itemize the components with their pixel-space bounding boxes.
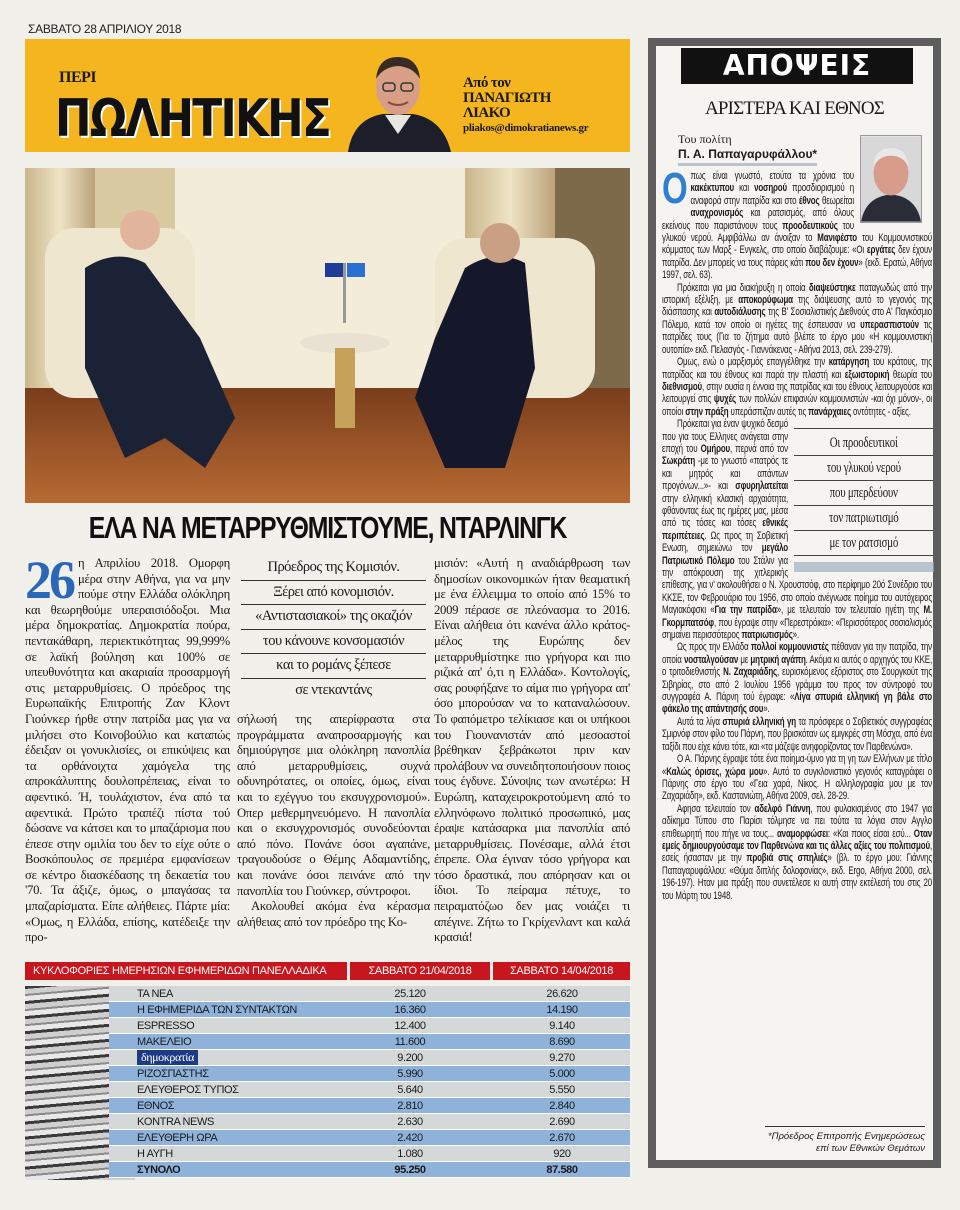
- table-title: ΚΥΚΛΟΦΟΡΙΕΣ ΗΜΕΡΗΣΙΩΝ ΕΦΗΜΕΡΙΔΩΝ ΠΑΝΕΛΛΑΔΙΚΑ: [25, 962, 347, 980]
- newspaper-name: Η ΕΦΗΜΕΡΙΔΑ ΤΩΝ ΣΥΝΤΑΚΤΩΝ: [137, 1004, 297, 1016]
- article-pull-quote: [237, 556, 430, 702]
- body-text: ». Αυτό το συγκλονιστικό γεγονός καταγράφει ο Πάρνης στο έργο του «Γεια χαρά, Νίκος. Η αλληλογραφία μου με τον Ζαχαριάδη», εκδ. Καστανιώτη, Αθήνα 2009, σελ. 28-29.: [662, 765, 932, 803]
- emphasis-text: πανάρχαιες: [808, 405, 851, 418]
- body-text: , ευρισκόμενος εξόριστος στο Σουργκούτ της Σιβηρίας, στο από 2 Ιουλίου 1956 γράμμα του προς τον σύντροφό του συγγραφέα Α. Πάρνη τού έγραφε: «: [662, 666, 932, 704]
- body-text: ».: [792, 629, 800, 642]
- circulation-value-1: 5.640: [397, 1084, 423, 1096]
- pull-quote-line: του γλυκού νερού: [794, 456, 934, 481]
- author-portrait: [343, 49, 453, 152]
- table-header-date-1: ΣΑΒΒΑΤΟ 21/04/2018: [350, 962, 490, 980]
- opinion-paragraph: [662, 716, 932, 753]
- author-footnote: [765, 1126, 925, 1155]
- table-row: [109, 1114, 630, 1130]
- table-row: [109, 1034, 630, 1050]
- footnote-line: επί των Εθνικών Θεμάτων: [815, 1143, 925, 1154]
- newspaper-name: Η ΑΥΓΗ: [137, 1148, 173, 1160]
- body-text: » (εκδ. Ερατώ, Αθήνα 1997, σελ. 63).: [662, 256, 932, 282]
- body-text: οντότητες - αξίες.: [850, 405, 911, 418]
- circulation-value-2: 5.000: [549, 1068, 575, 1080]
- newspaper-name: KONTRA NEWS: [137, 1116, 214, 1128]
- author-email[interactable]: pliakos@dimokratianews.gr: [463, 122, 589, 134]
- emphasis-text: Σωκράτη: [662, 455, 696, 468]
- pull-quote-line: Πρόεδρος της Κομισιόν.: [241, 556, 426, 581]
- emphasis-text: μεγάλο Πατριωτικό Πόλεμο: [662, 542, 788, 567]
- circulation-value-1: 25.120: [394, 988, 426, 1000]
- body-text: Πρόκειται για έναν ψυχικό δεσμό που για τους Ελληνες ανάγεται στην εποχή του: [662, 418, 788, 455]
- opinion-paragraph: [662, 641, 932, 715]
- section-header: ΑΠΟΨΕΙΣ: [681, 48, 913, 84]
- body-text: θεωρία του: [889, 368, 932, 381]
- pull-quote-line: τον πατριωτισμό: [794, 506, 934, 531]
- emphasis-text: πολλοί κομμουνιστές: [750, 641, 829, 654]
- emphasis-text: διεθνισμού: [662, 380, 702, 393]
- emphasis-text: έθνος: [798, 194, 820, 207]
- newspaper-name: ESPRESSO: [137, 1020, 195, 1032]
- body-text: -με το γνωστό «πατρός τε και μητρός και απάντων προγόνων...»- και: [662, 455, 788, 493]
- newspaper-name: ΕΛΕΥΘΕΡΗ ΩΡΑ: [137, 1132, 218, 1144]
- emphasis-text: εθνικές περιπέτειες: [662, 517, 788, 542]
- emphasis-text: Λίγα σπυριά ελληνική γη βάλε στο φάκελο της απάντησής σου: [662, 691, 933, 716]
- emphasis-text: αναμορφώσει: [776, 827, 828, 840]
- opinion-column: [648, 38, 941, 1168]
- body-text: και: [734, 182, 755, 195]
- opinion-paragraph: [662, 418, 932, 641]
- circulation-value-2: 14.190: [546, 1004, 578, 1016]
- emphasis-text: αδελφό Γιάννη: [754, 802, 811, 815]
- body-text: με: [738, 653, 751, 666]
- body-text: στην ελληνική κλασική αρχαιότητα, φθάνοντας έως τις ημέρες μας, μέσα από τις τόσες και τόσες: [662, 492, 788, 530]
- emphasis-text: προβιά στις σπηλιές: [746, 852, 828, 865]
- article-photo: [25, 168, 630, 503]
- column-banner: [25, 39, 630, 152]
- table-row: [109, 1018, 630, 1034]
- body-text: θεωρείται: [819, 194, 854, 207]
- circulation-table: [25, 962, 630, 1180]
- emphasis-text: αποκορύφωμα: [738, 294, 793, 307]
- body-text: πως είναι γνωστό, ετούτα τα χρόνια του: [690, 170, 854, 182]
- circulation-value-2: 2.840: [549, 1100, 575, 1112]
- body-text: , περνά από τον: [730, 442, 788, 455]
- circulation-value-2: 9.270: [549, 1052, 575, 1064]
- emphasis-text: νοσηρού: [754, 182, 787, 195]
- article-text: η Απριλίου 2018. Ομορφη μέρα στην Αθήνα, για να μην πούμε στην Ελλάδα ολόκληρη και θεωρηθούμε υπεραισιόδοξοι. Μια μέρα δημοκρατίας. Δημοκρατία πούρα, πεντακάθαρη, περιεκτικότητας 99,999% σε λαϊκή βούληση και 100% σε υπευθυνότητα και ακαριαία προσαρμογή στις μεταρρυθμίσεις. Ο πρόεδρος της Ευρωπαϊκής Επιτροπής Ζαν Κλοντ Γιούνκερ ήρθε στην πατρίδα μας για να μιλήσει στο Κοινοβούλιο και καταπώς έδειξαν οι γονυκλισίες, οι επικύψεις και τα ορθάνοιχτα χαμόγελα της απροκάλυπτης δουλοπρέπειας, είναι το αφεντικό. Ή, τουλάχιστον, ένα από τα αφεντικά. Πρώτο τραπέζι πίστα τού δώσανε να κάτσει και το μπαζάρισμα που έπεσε στην ομιλία του δεν το είχε ούτε ο Βοσκόπουλος σε πρεμιέρα εμφανίσεων σε κέντρο διασκέδασης τη δεκαετία του '70. Τα άξιζε, όμως, ο μπαγάσας τα μπαζαρίσματα. Είπε αλήθειες. Πάρτε μία: «Ομως, η Ελλάδα, επίσης, κατέδειξε την προ-: [25, 556, 230, 945]
- body-text: Πρόκειται για μια διακήρυξη η οποία: [677, 281, 809, 294]
- body-text: Ως προς την Ελλάδα: [677, 641, 751, 654]
- opinion-paragraph: [662, 356, 932, 418]
- newspaper-name: ΣΥΝΟΛΟ: [137, 1164, 181, 1176]
- emphasis-text: κατάργηση: [828, 356, 870, 369]
- byline-prefix: Από τον: [463, 75, 511, 91]
- opinion-pull-quote: [794, 428, 934, 572]
- pull-quote-line: Ξέρει από κονομισιόν.: [241, 581, 426, 606]
- table-row: [109, 1082, 630, 1098]
- body-text: » (βλ. το έργο μου: Γιάννης Παπαγαρυφάλλου: «Θύμα διπλής δολοφονίας», εκδ. Ergo, Αθήνα 2000, σελ. 196-197). Ηταν μια πράξη που συνετέλεσε κι αυτή στην εκτέλεσή του στις 20 του Μάρτη του 1948.: [662, 852, 932, 902]
- body-text: της Β' Σοσιαλιστικής Διεθνούς στο Α' Παγκόσμιο Πόλεμο, κατά τον οποίο οι ηγέτες της έσπευσαν να: [662, 306, 932, 331]
- body-text: των πολλών επιφανών κομμουνιστών -και όχι μόνον-, οι οποίοι: [662, 393, 932, 418]
- byline-prefix: Του πολίτη: [678, 132, 732, 146]
- newspaper-name: ΕΛΕΥΘΕΡΟΣ ΤΥΠΟΣ: [137, 1084, 239, 1096]
- eu-flag: [325, 263, 343, 277]
- emphasis-text: Ν. Ζαχαριάδης: [723, 666, 778, 679]
- emphasis-text: Μανιφέστο: [817, 232, 857, 245]
- emphasis-text: υπερασπιστούν: [860, 318, 919, 331]
- emphasis-text: που δεν έχουν: [805, 256, 859, 269]
- body-text: δεν έχουν πατρίδα. Δεν μπορείς να τους πάρεις κάτι: [662, 244, 932, 269]
- emphasis-text: αναχρονισμός: [690, 207, 744, 220]
- circulation-value-2: 8.690: [549, 1036, 575, 1048]
- emphasis-text: πατριωτισμός: [741, 629, 793, 642]
- body-text: του γλυκού νερού. Αμφιβάλλω αν άνοιξαν το: [662, 219, 854, 245]
- table-row: [109, 1050, 630, 1066]
- pull-quote-line: σε ντεκαντάνς: [295, 681, 372, 698]
- circulation-value-2: 2.670: [549, 1132, 575, 1144]
- article-paragraph: μισιόν: «Αυτή η αναδιάρθρωση των δημοσίων οικονομικών ήταν θεαματική με ένα έλλειμμα το οποίο από 15% το 2009 πέρασε σε πλεόνασμα το 2016. Είναι αλήθεια ότι κανένα άλλο κράτος-μέλος της Ευρώπης δεν μεταρρυθμίστηκε πιο γρήγορα και πιο ριζικά απ' ό,τι η Ελλάδα». Κοντολογίς, σας ρουφήξανε το αίμα πιο γρήγορα απ' όσο μπορούσαν να το καταναλώσουν. Το φαπόμετρο τελίκιασε και οι υπήκοοι του Γιουνανιστάν από μεσοαστοί βρέθηκαν ξεβράκωτοι πριν καν προλάβουν να συνειδητοποιήσουν ποιος τους έγδυνε. Σύνοψις των ανωτέρω: Η Ευρώπη, καταχειροκροτούμενη από το ελληνόφωνο πολιτικό προσωπικό, μας έραψε κατάσαρκα μια πανοπλία από μεταρρυθμίσεις. Πονέσαμε, αλλά έτσι έπρεπε. Ολα έγιναν τόσο γρήγορα και τόσο δραστικά, που απόρησαν και οι ίδιοι. Το πείραμα πέτυχε, το πειραματόζωο δεν μας νοιάζει τι απέγινε. Ζήτω το Γκρίχενλαντ και καλά κρασιά!: [434, 556, 630, 945]
- body-text: . Ως προς τη Σοβιετική Ενωση, σημειώνω τον: [662, 529, 788, 555]
- article-column-2: [237, 556, 430, 930]
- author-name: Π. Α. Παπαγαρυφάλλου*: [678, 147, 817, 166]
- circulation-value-2: 5.550: [549, 1084, 575, 1096]
- body-text: : «Και ποιος είσαι εσύ...: [827, 827, 914, 840]
- newspaper-name: ΕΘΝΟΣ: [137, 1100, 175, 1112]
- article-paragraph: σήλωσή της απερίφραστα στα προγράμματα αναπροσαρμογής και δημιούργησε μια ολόκληρη πανοπλία από μεταρρυθμίσεις, συχνά οδυνηρότατες, οι οποίες, όμως, είναι και το εχέγγυο του εκσυγχρονισμού». Οπερ μεθερμηνευόμενο. Η πανοπλία και ο εκσυγχρονισμός συνοδεύονται από πόνο. Πονάνε όσοι αγαπάνε, τραγουδούσε ο Θέμης Αδαμαντίδης, και πονάνε όσοι πεινάνε από την πανοπλία του Γιούνκερ, σύντροφοι.: [237, 712, 430, 898]
- table-row: [109, 1002, 630, 1018]
- emphasis-text: κακέκτυπου: [690, 182, 735, 195]
- body-text: , που έγραψε στην «Περεστρόικα»: «Περισσότερος σοσιαλισμός σημαίνει περισσότερος: [662, 616, 932, 642]
- article-column-1: [25, 550, 230, 946]
- emphasis-text: εργάτες: [866, 244, 896, 257]
- body-text: του Κομμουνιστικού κόμματος των Μαρξ - Ενγκελς, στο οποίο διαβάζουμε: «Οι: [662, 232, 932, 257]
- opinion-title: ΑΡΙΣΤΕΡΑ ΚΑΙ ΕΘΝΟΣ: [704, 98, 885, 119]
- circulation-value-2: 2.690: [549, 1116, 575, 1128]
- circulation-value-1: 2.810: [397, 1100, 423, 1112]
- body-text: και ρατσισμός, από όλους εκείνους που παριστάνουν τους: [662, 207, 854, 232]
- circulation-value-1: 9.200: [397, 1052, 423, 1064]
- footnote-line: *Πρόεδρος Επιτροπής Ενημερώσεως: [767, 1131, 925, 1142]
- emphasis-text: Μ. Γκορμπατσόφ: [662, 604, 932, 629]
- article-column-3: [434, 556, 630, 946]
- emphasis-text: εξωιστορική: [844, 368, 890, 381]
- table-row: [109, 1146, 630, 1162]
- newspaper-name: δημοκρατία: [137, 1050, 198, 1065]
- newspaper-name: ΡΙΖΟΣΠΑΣΤΗΣ: [137, 1068, 209, 1080]
- pull-quote-line: του κάνουνε κονσομασιόν: [241, 630, 426, 655]
- body-text: του Στάλιν για την απόκρουση της χιτλερικής επίθεσης, για ν' ακολουθήσει ο Ν. Χρουστσόφ, στο περίφημο 20ό Συνέδριο του ΚΚΣΕ, τον Φεβρουάριο του 1956, στο οποίο ανέγνωσε ποίημα του αυτόχειρος Μαγιακόφσκι «: [662, 554, 932, 617]
- table-row: [109, 1162, 630, 1178]
- circulation-value-1: 1.080: [397, 1148, 423, 1160]
- table-row: [109, 1130, 630, 1146]
- author-last-name: ΛΙΑΚΟ: [463, 105, 511, 121]
- emphasis-text: διαψεύστηκε: [808, 281, 856, 294]
- body-text: , που φυλακισμένος στο 1947 για αδίκημα Τύπου στο Παρίσι τόλμησε να πει τούτα τα λόγια στον Αγγλο επιθεωρητή που πήγε να τους...: [662, 802, 932, 840]
- article-headline: ΕΛΑ ΝΑ ΜΕΤΑΡΡΥΘΜΙΣΤΟΥΜΕ, ΝΤΑΡΛΙΝΓΚ: [88, 510, 567, 545]
- pull-quote-line: Οι προοδευτικοί: [794, 431, 934, 456]
- circulation-value-1: 2.420: [397, 1132, 423, 1144]
- circulation-value-2: 26.620: [546, 988, 578, 1000]
- pull-quote-line: «Αντιστασιακοί» της οκαζιόν: [241, 605, 426, 630]
- body-text: τις πατρίδες τους (Για το ζήτημα αυτό βλέπε το έργο μου «Η κομμουνιστική ουτοπία» εκδ. Πελασγός - Γιαννάκενας - Αθήνα 2013, σελ. 239-279).: [662, 318, 932, 356]
- body-text: Ο Α. Πάρνης έγραψε τότε ένα ποίημα-ύμνο για τη γη των Ελλήνων με τίτλο «: [662, 753, 932, 778]
- greek-flag: [347, 263, 365, 277]
- body-text: υπεράσπιζαν αυτές τις: [728, 405, 809, 418]
- opinion-body: [662, 164, 933, 902]
- emphasis-text: προοδευτικούς: [782, 219, 838, 232]
- drop-cap: 26: [25, 550, 73, 610]
- window-curtain: [175, 168, 465, 398]
- emphasis-text: Για την πατρίδα: [714, 604, 777, 617]
- circulation-value-2: 87.580: [546, 1164, 578, 1176]
- body-text: », με τελευταίο τον τελευταίο ηγέτη της: [776, 604, 924, 617]
- body-text: , εσείς ήσασταν με την: [662, 839, 932, 865]
- emphasis-text: νοσταλγούσαν: [683, 653, 739, 666]
- body-text: . Ακόμα κι αυτός ο αρχηγός του ΚΚΕ, ο τριτοδιεθνιστής: [662, 653, 932, 679]
- body-text: τα πρόσφερε ο Σοβιετικός συγγραφέας Σμιρνόφ στον φίλο του Πάρνη, που βρισκόταν ως εμιγκρές στη Μόσχα, από ένα ταξίδι που είχε κάνει τότε, και «τα μάζεψε ανηφορίζοντας τον Παρθενώνα».: [662, 715, 932, 753]
- circulation-value-2: 9.140: [549, 1020, 575, 1032]
- circulation-value-1: 2.630: [397, 1116, 423, 1128]
- table-row: [109, 986, 630, 1002]
- emphasis-text: Ομήρου: [700, 442, 731, 455]
- emphasis-text: ψυχές: [713, 393, 737, 406]
- newspaper-name: ΜΑΚΕΛΕΙΟ: [137, 1036, 192, 1048]
- body-text: παταγωδώς από την ιστορική εξέλιξη, με: [662, 281, 932, 307]
- column-name: ΠΩΛΗΤΙΚΗΣ: [55, 89, 331, 149]
- byline: [463, 76, 588, 136]
- emphasis-text: σφυρηλατείται: [735, 480, 788, 493]
- body-text: προσδιορισμού η αναφορά στην πατρίδα και στο: [690, 182, 854, 207]
- table-row: [109, 1066, 630, 1082]
- circulation-value-1: 16.360: [394, 1004, 426, 1016]
- emphasis-text: αυτοδιάλυσης: [714, 306, 766, 319]
- body-text: Αφησα τελευταίο τον: [677, 802, 755, 815]
- body-text: , στην ουσία η έννοια της πατρίδας και του έθνους λειτουργούσε και λειτουργεί στις: [662, 380, 932, 406]
- drop-cap: O: [662, 164, 688, 213]
- body-text: ».: [763, 703, 770, 716]
- body-text: της διάψευσης αυτό το γεγονός της διάσπασης και: [662, 294, 932, 319]
- circulation-value-1: 12.400: [394, 1020, 426, 1032]
- pull-quote-line: που μπερδεύουν: [794, 481, 934, 506]
- opinion-paragraph: [662, 753, 932, 803]
- body-text: του κράτους, της πατρίδας και του έθνους και παρά την πλαστή και: [662, 356, 932, 381]
- opinion-paragraph: [662, 803, 932, 902]
- circulation-value-2: 920: [553, 1148, 571, 1160]
- pull-quote-line: και το ρομάνς ξέπεσε: [241, 654, 426, 679]
- body-text: Ομως, ενώ ο μαρξισμός επαγγέλθηκε την: [677, 356, 829, 369]
- page-date: ΣΑΒΒΑΤΟ 28 ΑΠΡΙΛΙΟΥ 2018: [28, 22, 182, 36]
- emphasis-text: Καλώς όρισες, χώρα μου: [666, 765, 764, 778]
- author-first-name: ΠΑΝΑΓΙΩΤΗ: [463, 90, 551, 106]
- emphasis-text: Οταν εμείς δημιουργούσαμε τον Παρθενώνα και τις άλλες αξίες του πολιτισμού: [662, 827, 932, 852]
- body-text: Αυτά τα λίγα: [677, 715, 723, 728]
- circulation-value-1: 5.990: [397, 1068, 423, 1080]
- opinion-paragraph: [662, 282, 932, 356]
- emphasis-text: μητρική αγάπη: [750, 653, 806, 666]
- table-row: [109, 1098, 630, 1114]
- emphasis-text: στην πράξη: [685, 405, 729, 418]
- circulation-value-1: 11.600: [394, 1036, 426, 1048]
- emphasis-text: σπυριά ελληνική γη: [722, 715, 796, 728]
- body-text: πέθαναν για την πατρίδα, την οποία: [662, 641, 932, 666]
- newspaper-name: ΤΑ ΝΕΑ: [137, 988, 173, 1000]
- column-kicker: ΠΕΡΙ: [59, 69, 97, 86]
- pull-quote-line: με τον ρατσισμό: [794, 531, 934, 556]
- article-paragraph: Ακολουθεί ακόμα ένα κέρασμα αλήθειας από τον πρόεδρο της Κο-: [237, 899, 430, 929]
- circulation-value-1: 95.250: [394, 1164, 426, 1176]
- table-header-date-2: ΣΑΒΒΑΤΟ 14/04/2018: [493, 962, 630, 980]
